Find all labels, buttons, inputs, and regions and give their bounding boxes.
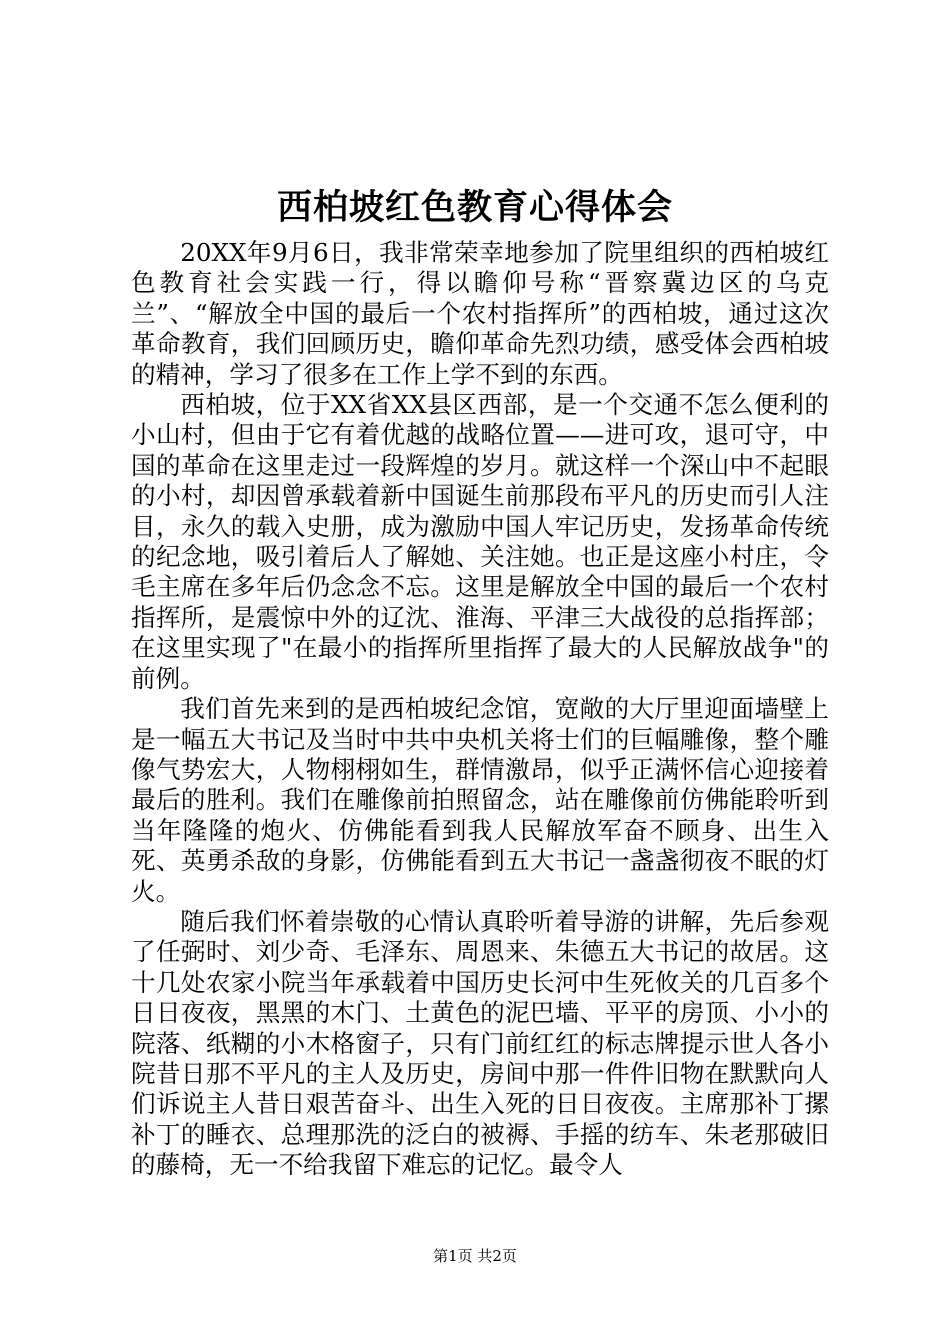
paragraph: 我们首先来到的是西柏坡纪念馆，宽敞的大厅里迎面墙壁上是一幅五大书记及当时中共中央机关将士们的巨幅雕像，整个雕像气势宏大，人物栩栩如生，群情激昂，似乎正满怀信心迎接着最后的胜利。我们在雕像前拍照留念，站在雕像前仿佛能聆听到当年隆隆的炮火、仿佛能看到我人民解放军奋不顾身、出生入死、英勇杀敌的身影，仿佛能看到五大书记一盏盏彻夜不眠的灯火。 bbox=[131, 694, 829, 906]
document-body bbox=[131, 238, 829, 1181]
page-footer: 第1页 共2页 bbox=[433, 1247, 517, 1265]
document-title: 西柏坡红色教育心得体会 bbox=[276, 187, 673, 228]
paragraph: 随后我们怀着崇敬的心情认真聆听着导游的讲解，先后参观了任弼时、刘少奇、毛泽东、周恩来、朱德五大书记的故居。这十几处农家小院当年承载着中国历史长河中生死攸关的几百多个日日夜夜，黑黑的木门、土黄色的泥巴墙、平平的房顶、小小的院落、纸糊的小木格窗子，只有门前红红的标志牌提示世人各小院昔日那不平凡的主人及历史，房间中那一件件旧物在默默向人们诉说主人昔日艰苦奋斗、出生入死的日日夜夜。主席那补丁摞补丁的睡衣、总理那洗的泛白的被褥、手摇的纺车、朱老那破旧的藤椅，无一不给我留下难忘的记忆。最令人 bbox=[131, 906, 829, 1180]
paragraph: 西柏坡，位于XX省XX县区西部，是一个交通不怎么便利的小山村，但由于它有着优越的战略位置——进可攻，退可守，中国的革命在这里走过一段辉煌的岁月。就这样一个深山中不起眼的小村，却因曾承载着新中国诞生前那段布平凡的历史而引人注目，永久的载入史册，成为激励中国人牢记历史，发扬革命传统的纪念地，吸引着后人了解她、关注她。也正是这座小村庄，令毛主席在多年后仍念念不忘。这里是解放全中国的最后一个农村指挥所，是震惊中外的辽沈、淮海、平津三大战役的总指挥部；在这里实现了"在最小的指挥所里指挥了最大的人民解放战争"的前例。 bbox=[131, 390, 829, 693]
paragraph: 20XX年9月6日，我非常荣幸地参加了院里组织的西柏坡红色教育社会实践一行，得以瞻仰号称“晋察冀边区的乌克兰”、“解放全中国的最后一个农村指挥所”的西柏坡，通过这次革命教育，我们回顾历史，瞻仰革命先烈功绩，感受体会西柏坡的精神，学习了很多在工作上学不到的东西。 bbox=[131, 238, 829, 389]
